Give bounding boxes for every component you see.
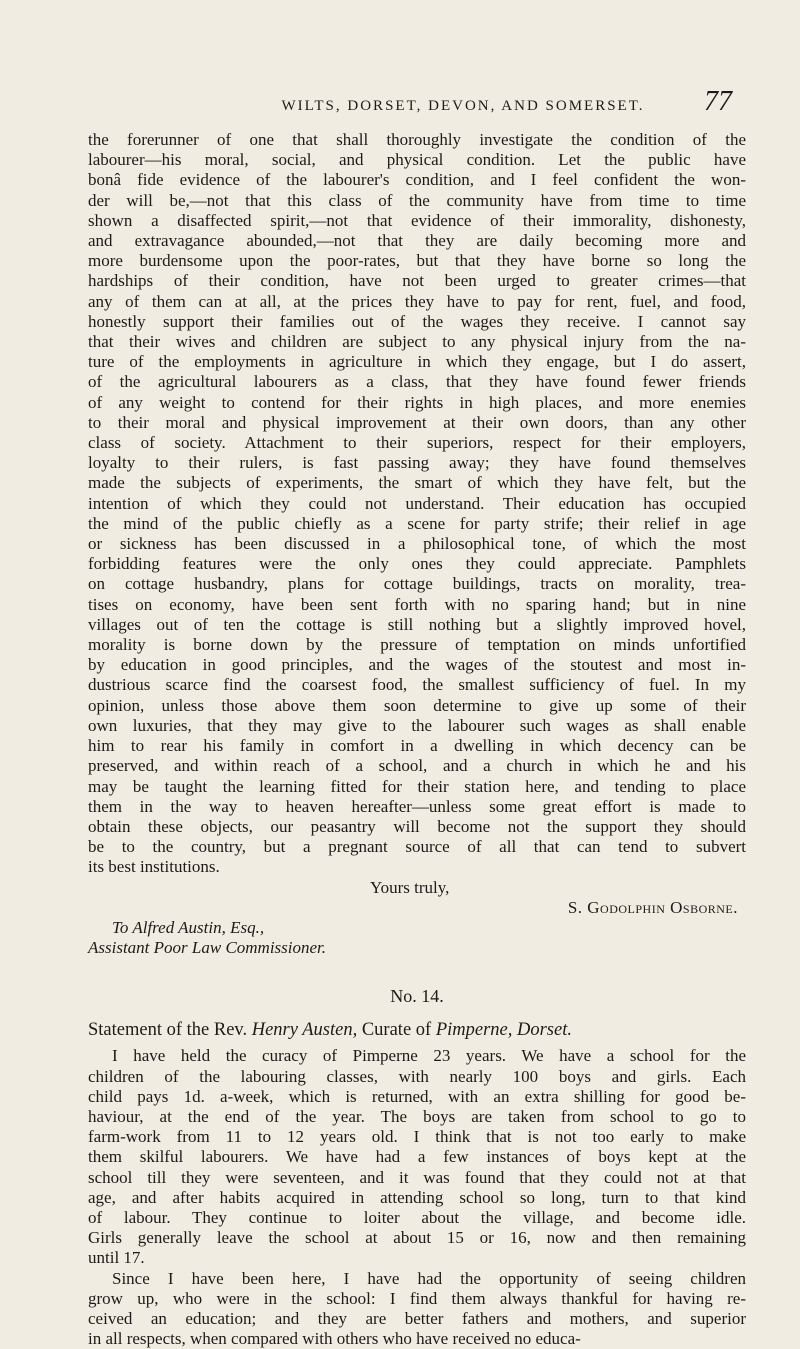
text-line: may be taught the learning fitted for their station here, and tending to place	[88, 776, 746, 796]
text-line: dustrious scarce find the coarsest food, the smallest sufficiency of fuel. In my	[88, 675, 746, 695]
page-number: 77	[704, 86, 732, 117]
text-line: them skilful labourers. We have had a few instances of boys kept at the	[88, 1147, 746, 1167]
text-line: be to the country, but a pregnant source of all that can tend to subvert	[88, 837, 746, 857]
text-line: any of them can at all, at the prices they have to pay for rent, fuel, and food,	[88, 291, 746, 311]
text-line: more burdensome upon the poor-rates, but that they have borne so long the	[88, 251, 746, 271]
statement-paragraph-1	[88, 1046, 746, 1268]
text-line: preserved, and within reach of a school, and a church in which he and his	[88, 756, 746, 776]
text-line: intention of which they could not understand. Their education has occupied	[88, 493, 746, 513]
text-line: grow up, who were in the school: I find them always thankful for having re-	[88, 1288, 746, 1308]
text-line: tises on economy, have been sent forth with no sparing hand; but in nine	[88, 594, 746, 614]
text-line: bonâ fide evidence of the labourer's condition, and I feel confident the won-	[88, 170, 746, 190]
text-line: shown a disaffected spirit,—not that evidence of their immorality, dishonesty,	[88, 210, 746, 230]
text-line: to their moral and physical improvement at their own doors, than any other	[88, 412, 746, 432]
text-line: villages out of ten the cottage is still nothing but a slightly improved hovel,	[88, 614, 746, 634]
statement-paragraph-2	[88, 1269, 746, 1349]
text-line: by education in good principles, and the wages of the stoutest and most in-	[88, 655, 746, 675]
text-line: forbidding features were the only ones they could appreciate. Pamphlets	[88, 554, 746, 574]
text-line: hardships of their condition, have not been urged to greater crimes—that	[88, 271, 746, 291]
addressee-line2: Assistant Poor Law Commissioner.	[88, 937, 327, 957]
text-line: honestly support their families out of the wages they receive. I cannot say	[88, 311, 746, 331]
text-line: Since I have been here, I have had the opportunity of seeing children	[112, 1268, 746, 1288]
text-line: age, and after habits acquired in attending school so long, turn to that kind	[88, 1187, 746, 1207]
text-line: ture of the employments in agriculture in which they engage, but I do assert,	[88, 352, 746, 372]
text-line: morality is borne down by the pressure of temptation on minds unfortified	[88, 635, 746, 655]
letter-text	[88, 130, 746, 878]
closing-row	[88, 878, 746, 898]
running-head: WILTS, DORSET, DEVON, AND SOMERSET.	[281, 98, 645, 114]
section-number: No. 14.	[390, 986, 444, 1007]
text-line: labourer—his moral, social, and physical condition. Let the public have	[88, 150, 746, 170]
text-line: until 17.	[88, 1248, 145, 1268]
closing: Yours truly,	[370, 877, 450, 897]
text-line: on cottage husbandry, plans for cottage buildings, tracts on morality, trea-	[88, 574, 746, 594]
text-line: class of society. Attachment to their superiors, respect for their employers,	[88, 433, 746, 453]
text-line: the mind of the public chiefly as a scene for party strife; their relief in age	[88, 513, 746, 533]
text-line: Girls generally leave the school at about 15 or 16, now and then remaining	[88, 1228, 746, 1248]
text-line: ceived an education; and they are better fathers and mothers, and superior	[88, 1308, 746, 1328]
page-header	[92, 86, 732, 118]
text-line: its best institutions.	[88, 857, 220, 877]
text-line: obtain these objects, our peasantry will become not the support they should	[88, 816, 746, 836]
text-line: made the subjects of experiments, the smart of which they have felt, but the	[88, 473, 746, 493]
statement-heading	[88, 1018, 746, 1042]
statement-name: Henry Austen,	[251, 1020, 358, 1041]
text-line: and extravagance abounded,—not that they are daily becoming more and	[88, 231, 746, 251]
text-line: der will be,—not that this class of the community have from time to time	[88, 190, 746, 210]
text-line: him to rear his family in comfort in a dwelling in which decency can be	[88, 736, 746, 756]
text-line: opinion, unless those above them soon determine to give up some of their	[88, 695, 746, 715]
text-line: of labour. They continue to loiter about the village, and become idle.	[88, 1207, 746, 1227]
text-line: haviour, at the end of the year. The boys are taken from school to go to	[88, 1106, 746, 1126]
text-line: the forerunner of one that shall thoroughly investigate the condition of the	[88, 130, 746, 149]
signature-row	[88, 898, 746, 918]
text-line: own luxuries, that they may give to the labourer such wages as shall enable	[88, 715, 746, 735]
page-body	[88, 130, 746, 1349]
text-line: of the agricultural labourers as a class, that they have found fewer friends	[88, 372, 746, 392]
text-line: of any weight to contend for their rights in high places, and more enemies	[88, 392, 746, 412]
text-line: that their wives and children are subject to any physical injury from the na-	[88, 332, 746, 352]
text-line: them in the way to heaven hereafter—unless some great effort is made to	[88, 796, 746, 816]
statement-middle: Curate of	[361, 1020, 432, 1041]
addressee-line1: To Alfred Austin, Esq.,	[112, 917, 265, 937]
text-line: child pays 1d. a-week, which is returned, with an extra shilling for good be-	[88, 1086, 746, 1106]
text-line: or sickness has been discussed in a philosophical tone, of which the most	[88, 534, 746, 554]
text-line: farm-work from 11 to 12 years old. I think that is not too early to make	[88, 1127, 746, 1147]
text-line: I have held the curacy of Pimperne 23 years. We have a school for the	[112, 1046, 746, 1066]
statement-prefix: Statement of the Rev.	[88, 1020, 248, 1041]
signature: S. Godolphin Osborne.	[567, 897, 738, 917]
statement-place: Pimperne, Dorset.	[435, 1020, 572, 1041]
text-line: loyalty to their rulers, is fast passing away; they have found themselves	[88, 453, 746, 473]
text-line: in all respects, when compared with others who have received no educa-	[88, 1329, 581, 1349]
text-line: school till they were seventeen, and it was found that they could not at that	[88, 1167, 746, 1187]
text-line: children of the labouring classes, with nearly 100 boys and girls. Each	[88, 1066, 746, 1086]
